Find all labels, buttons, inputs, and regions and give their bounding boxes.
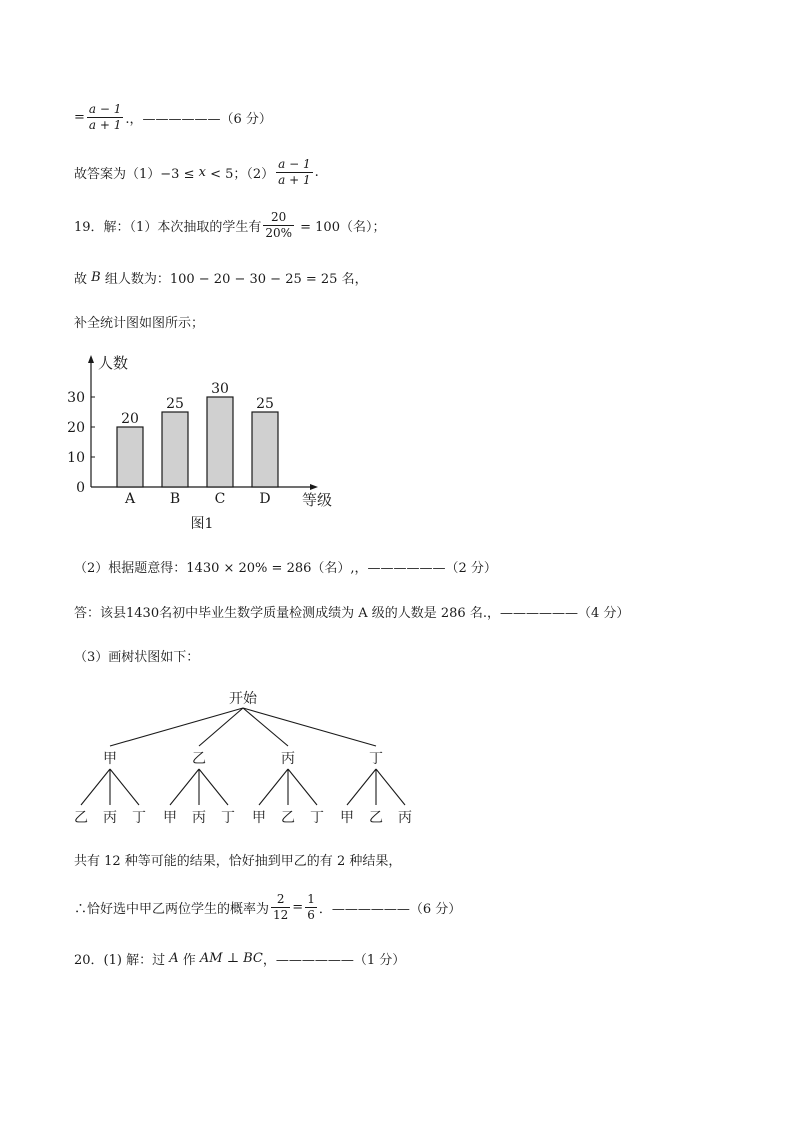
- fraction-denominator: a + 1: [88, 118, 122, 132]
- part2-line: [74, 557, 497, 576]
- tree-root: 开始: [229, 691, 257, 707]
- text: 共有 12 种等可能的结果，恰好抽到甲乙的有 2 种结果，: [74, 854, 402, 869]
- y-tick-label: 0: [76, 480, 85, 496]
- fraction: [305, 892, 317, 923]
- fraction-denominator: a + 1: [278, 173, 311, 187]
- y-tick-label: 10: [67, 450, 85, 466]
- tree-branch: [81, 769, 110, 805]
- tree-level1-node: 甲: [103, 751, 117, 767]
- x-tick-label: C: [214, 491, 226, 507]
- x-axis-label: 等级: [302, 491, 333, 509]
- q19-part1-line: [74, 210, 385, 241]
- tree-branch: [259, 769, 288, 805]
- tree-branch: [110, 708, 243, 746]
- tree-level1-node: 丁: [369, 751, 383, 767]
- tree-level2-node: 甲: [163, 810, 177, 826]
- tree-branch: [199, 708, 243, 746]
- tree-level2-node: 丁: [132, 810, 146, 826]
- probability-line: [74, 892, 461, 923]
- tree-level2-node: 丙: [103, 810, 117, 826]
- tree-level2-node: 丙: [398, 810, 412, 826]
- tree-level1-node: 乙: [192, 751, 206, 767]
- tree-level2-node: 乙: [281, 810, 295, 826]
- part2-answer-line: [74, 602, 629, 621]
- tree-level2-node: 丁: [310, 810, 324, 826]
- tree-branch: [243, 708, 288, 746]
- bar: [252, 412, 278, 487]
- tree-branch: [243, 708, 376, 746]
- text: （2）根据题意得：1430 × 20% = 286（名）,，——————（2 分）: [74, 561, 497, 576]
- fraction-numerator: a − 1: [278, 157, 311, 171]
- fraction-denominator: 12: [273, 908, 289, 922]
- tree-branch: [110, 769, 139, 805]
- tree-branch: [288, 769, 317, 805]
- bar-value-label: 25: [256, 396, 274, 412]
- text: 作: [178, 953, 200, 968]
- bar: [117, 427, 143, 487]
- outcomes-line: [74, 850, 401, 869]
- fraction-numerator: 1: [307, 892, 315, 906]
- tree-branches: [81, 708, 405, 805]
- tree-branch: [170, 769, 199, 805]
- x-axis-arrow: [310, 484, 318, 490]
- fraction-numerator: 20: [271, 210, 287, 224]
- tree-level2-node: 乙: [74, 810, 88, 826]
- y-tick-label: 30: [67, 390, 85, 406]
- text: 补全统计图如图所示；: [74, 316, 205, 331]
- step-result-line: [74, 102, 272, 133]
- bar-value-label: 25: [166, 396, 184, 412]
- fraction: [263, 210, 294, 241]
- variable-b: B: [91, 270, 101, 285]
- equals-sign: =: [292, 900, 304, 915]
- text: 20．(1) 解：过: [74, 953, 170, 968]
- tree-level1-node: 丙: [281, 751, 295, 767]
- group-b-line: [74, 268, 368, 287]
- tree-branch: [199, 769, 228, 805]
- q19-result: = 100（名）；: [296, 220, 386, 235]
- text: 故: [74, 272, 92, 287]
- answer-summary-line: [74, 157, 319, 188]
- tree-branch: [347, 769, 376, 805]
- x-tick-label: B: [169, 491, 181, 507]
- tree-level2-node: 甲: [340, 810, 354, 826]
- tree-level2-node: 甲: [252, 810, 266, 826]
- fraction: [271, 892, 290, 923]
- perpendicular-expr: AM ⊥ BC: [199, 951, 263, 966]
- variable-x: x: [198, 165, 206, 180]
- fraction: [276, 157, 312, 188]
- chart-intro-line: [74, 312, 204, 331]
- score-note: .，——————（6 分）: [125, 112, 272, 127]
- tree-diagram: [60, 684, 420, 834]
- x-tick-label: A: [124, 491, 136, 507]
- bar-value-label: 20: [121, 411, 139, 427]
- q19-text: 19．解：（1）本次抽取的学生有: [74, 220, 262, 235]
- tree-nodes: [74, 691, 412, 826]
- variable-a: A: [169, 951, 179, 966]
- chart-caption: 图1: [190, 516, 214, 532]
- fraction-numerator: a − 1: [88, 102, 122, 116]
- text: 组人数为：100 − 20 − 30 − 25 = 25 名，: [100, 272, 368, 287]
- q20-line: [74, 949, 405, 968]
- tree-level2-node: 丙: [192, 810, 206, 826]
- tree-level2-node: 乙: [369, 810, 383, 826]
- bar-value-label: 30: [211, 381, 229, 397]
- answer-text-mid: < 5；（2）: [205, 167, 275, 182]
- fraction: [87, 102, 123, 133]
- tree-level2-node: 丁: [221, 810, 235, 826]
- score-note: ，——————（1 分）: [262, 953, 406, 968]
- fraction-numerator: 2: [276, 892, 285, 906]
- score-note: ．——————（6 分）: [318, 902, 462, 917]
- y-tick-label: 20: [67, 420, 85, 436]
- equals-sign: =: [74, 110, 85, 125]
- y-axis-arrow: [88, 355, 94, 363]
- bar: [207, 397, 233, 487]
- fraction-denominator: 20%: [265, 226, 292, 240]
- fraction-denominator: 6: [307, 908, 315, 922]
- chart-bars: [117, 397, 278, 487]
- bar: [162, 412, 188, 487]
- answer-text: 故答案为（1）−3 ≤: [74, 167, 199, 182]
- part3-line: [74, 646, 199, 665]
- bar-chart: [60, 345, 360, 545]
- x-tick-label: D: [259, 491, 271, 507]
- y-axis-label: 人数: [98, 354, 129, 372]
- answer-text-end: .: [314, 165, 319, 180]
- tree-branch: [376, 769, 405, 805]
- chart-labels: [67, 354, 332, 532]
- text: 答：该县1430名初中毕业生数学质量检测成绩为 A 级的人数是 286 名.，——————（4 分）: [74, 606, 630, 621]
- text: （3）画树状图如下：: [74, 650, 200, 665]
- text: ∴恰好选中甲乙两位学生的概率为: [74, 902, 270, 917]
